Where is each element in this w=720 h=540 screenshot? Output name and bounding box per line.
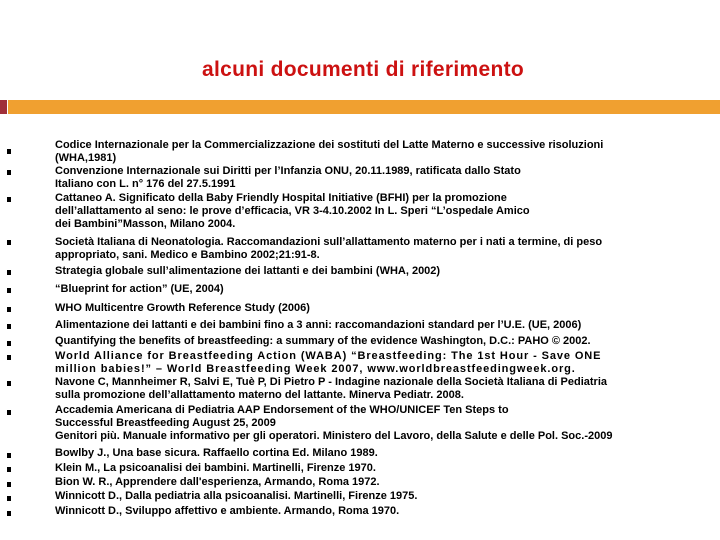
bullet-icon xyxy=(7,482,11,487)
reference-item xyxy=(55,447,685,460)
reference-item xyxy=(55,462,685,475)
bullet-icon xyxy=(7,324,11,329)
reference-line: (WHA,1981) xyxy=(55,152,117,164)
reference-line: Alimentazione dei lattanti e dei bambini fino a 3 anni: raccomandazioni standard per l’U.E. (UE, 2006) xyxy=(55,319,582,331)
reference-item xyxy=(55,165,685,191)
reference-line: Bowlby J., Una base sicura. Raffaello cortina Ed. Milano 1989. xyxy=(55,447,378,459)
reference-line: Klein M., La psicoanalisi dei bambini. Martinelli, Firenze 1970. xyxy=(55,462,376,474)
reference-item xyxy=(55,350,685,376)
bullet-icon xyxy=(7,270,11,275)
page-title: alcuni documenti di riferimento xyxy=(201,58,524,81)
reference-line: World Alliance for Breastfeeding Action (WABA) “Breastfeeding: The 1st Hour - Save ONE xyxy=(55,350,602,362)
reference-item xyxy=(55,490,685,503)
reference-line: “Blueprint for action” (UE, 2004) xyxy=(55,283,224,295)
bullet-icon xyxy=(7,511,11,516)
reference-item xyxy=(55,335,685,348)
reference-line: Strategia globale sull’alimentazione dei lattanti e dei bambini (WHA, 2002) xyxy=(55,265,441,277)
reference-item xyxy=(55,376,685,402)
bullet-icon xyxy=(7,355,11,360)
reference-line: Winnicott D., Sviluppo affettivo e ambiente. Armando, Roma 1970. xyxy=(55,505,400,517)
reference-line: Accademia Americana di Pediatria AAP Endorsement of the WHO/UNICEF Ten Steps to xyxy=(55,404,509,416)
reference-line: WHO Multicentre Growth Reference Study (2006) xyxy=(55,302,310,314)
reference-line: sulla promozione dell’allattamento materno del lattante. Minerva Pediatr. 2008. xyxy=(55,389,464,401)
reference-item xyxy=(55,319,685,332)
reference-item xyxy=(55,265,685,278)
reference-item xyxy=(55,505,685,518)
reference-item xyxy=(55,236,685,262)
bullet-icon xyxy=(7,149,11,154)
reference-line: Società Italiana di Neonatologia. Raccomandazioni sull’allattamento materno per i nati a termine, di peso xyxy=(55,236,603,248)
reference-line: Navone C, Mannheimer R, Salvi E, Tuè P, Di Pietro P - Indagine nazionale della Società Italiana di Pediatria xyxy=(55,376,607,388)
reference-line: Quantifying the benefits of breastfeeding: a summary of the evidence Washington, D.C.: PAHO © 2002. xyxy=(55,335,591,347)
bullet-icon xyxy=(7,381,11,386)
bullet-icon xyxy=(7,288,11,293)
bullet-icon xyxy=(7,341,11,346)
bullet-icon xyxy=(7,410,11,415)
reference-item xyxy=(55,404,685,443)
reference-item xyxy=(55,302,685,315)
reference-line: million babies!” – World Breastfeeding Week 2007, www.worldbreastfeedingweek.org. xyxy=(55,363,576,375)
reference-item xyxy=(55,476,685,489)
reference-line: dell’allattamento al seno: le prove d’efficacia, VR 3-4.10.2002 In L. Speri “L’ospedale Amico xyxy=(55,205,530,217)
reference-line: Codice Internazionale per la Commercializzazione dei sostituti del Latte Materno e successive risoluzioni xyxy=(55,139,604,151)
reference-line: dei Bambini”Masson, Milano 2004. xyxy=(55,218,236,230)
reference-line: appropriato, sani. Medico e Bambino 2002;21:91-8. xyxy=(55,249,320,261)
bullet-icon xyxy=(7,467,11,472)
bullet-icon xyxy=(7,240,11,245)
bullet-icon xyxy=(7,170,11,175)
reference-line: Genitori più. Manuale informativo per gli operatori. Ministero del Lavoro, della Salute e delle Pol. Soc.-2009 xyxy=(55,430,613,442)
bullet-icon xyxy=(7,496,11,501)
reference-line: Winnicott D., Dalla pediatria alla psicoanalisi. Martinelli, Firenze 1975. xyxy=(55,490,418,502)
reference-line: Cattaneo A. Significato della Baby Friendly Hospital Initiative (BFHI) per la promozione xyxy=(55,192,507,204)
reference-line: Bion W. R., Apprendere dall'esperienza, Armando, Roma 1972. xyxy=(55,476,380,488)
reference-line: Successful Breastfeeding August 25, 2009 xyxy=(55,417,276,429)
reference-line: Italiano con L. n° 176 del 27.5.1991 xyxy=(55,178,236,190)
bullet-icon xyxy=(7,197,11,202)
bullet-icon xyxy=(7,453,11,458)
bullet-icon xyxy=(7,307,11,312)
reference-item xyxy=(55,192,685,231)
reference-line: Convenzione Internazionale sui Diritti per l’Infanzia ONU, 20.11.1989, ratificata dallo Stato xyxy=(55,165,521,177)
reference-item xyxy=(55,283,685,296)
reference-item xyxy=(55,139,685,165)
